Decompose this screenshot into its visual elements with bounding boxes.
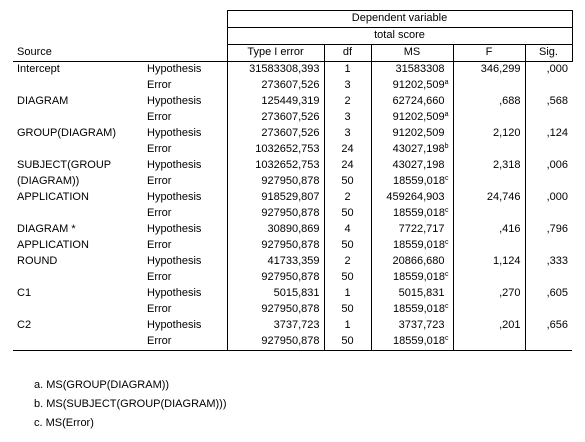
type-i-error-cell: 273607,526 bbox=[227, 78, 324, 94]
table-row bbox=[13, 142, 572, 158]
df-cell: 3 bbox=[324, 126, 371, 142]
df-cell: 2 bbox=[324, 190, 371, 206]
df-cell: 50 bbox=[324, 238, 371, 254]
sig-cell bbox=[525, 110, 572, 126]
sig-header: Sig. bbox=[525, 45, 572, 62]
source-cell: ROUND bbox=[17, 255, 58, 267]
ms-value: 18559,018 bbox=[393, 335, 445, 347]
table-row bbox=[13, 254, 572, 270]
df-cell: 50 bbox=[324, 174, 371, 190]
ms-value: 18559,018 bbox=[393, 303, 445, 315]
ms-cell bbox=[371, 334, 453, 351]
type-i-error-cell: 927950,878 bbox=[227, 206, 324, 222]
ms-cell bbox=[371, 318, 453, 334]
source-cell: APPLICATION bbox=[17, 191, 89, 203]
type-i-error-cell: 5015,831 bbox=[227, 286, 324, 302]
table-row bbox=[13, 334, 572, 351]
type-i-error-cell: 1032652,753 bbox=[227, 142, 324, 158]
ms-cell bbox=[371, 94, 453, 110]
header-blank-2 bbox=[13, 28, 227, 45]
ms-value: 91202,509 bbox=[392, 127, 445, 139]
table-row bbox=[13, 238, 572, 254]
ms-value: 62724,660 bbox=[392, 95, 445, 107]
table-row bbox=[13, 190, 572, 206]
f-cell bbox=[453, 110, 525, 126]
table-row bbox=[13, 174, 572, 190]
ms-footnote-marker: a bbox=[444, 111, 449, 118]
ms-cell bbox=[371, 110, 453, 126]
sig-cell: ,796 bbox=[546, 223, 568, 235]
ms-value: 18559,018 bbox=[393, 239, 445, 251]
f-cell bbox=[453, 238, 525, 254]
df-cell: 50 bbox=[324, 334, 371, 351]
type-cell: Error bbox=[143, 302, 227, 318]
ms-cell bbox=[371, 142, 453, 158]
f-cell bbox=[453, 78, 525, 94]
df-cell: 24 bbox=[324, 158, 371, 174]
f-cell bbox=[453, 302, 525, 318]
f-cell bbox=[453, 142, 525, 158]
ms-cell bbox=[371, 270, 453, 286]
type-cell: Error bbox=[143, 334, 227, 351]
type-i-error-cell: 30890,869 bbox=[227, 222, 324, 238]
ms-footnote-marker: c bbox=[445, 239, 449, 246]
ms-value: 18559,018 bbox=[393, 175, 445, 187]
df-cell: 2 bbox=[324, 94, 371, 110]
ms-value: 7722,717 bbox=[398, 223, 445, 235]
sig-cell: ,000 bbox=[546, 191, 568, 203]
ms-footnote-marker: b bbox=[444, 143, 449, 150]
type-cell: Hypothesis bbox=[143, 126, 227, 142]
source-cell bbox=[13, 110, 143, 126]
ms-cell bbox=[371, 254, 453, 270]
f-cell: ,201 bbox=[453, 318, 525, 334]
df-header: df bbox=[324, 45, 371, 62]
ms-footnote-marker: c bbox=[445, 335, 449, 342]
type-i-error-cell: 927950,878 bbox=[227, 238, 324, 254]
type-i-error-cell: 927950,878 bbox=[227, 174, 324, 190]
table-row bbox=[13, 62, 572, 79]
type-i-error-cell: 41733,359 bbox=[227, 254, 324, 270]
ms-cell bbox=[371, 222, 453, 238]
sig-cell bbox=[525, 302, 572, 318]
ms-cell bbox=[371, 62, 453, 79]
f-cell: 2,318 bbox=[453, 158, 525, 174]
table-row bbox=[13, 78, 572, 94]
source-cell: DIAGRAM * bbox=[17, 223, 76, 235]
type-i-error-cell: 31583308,393 bbox=[227, 62, 324, 79]
ms-footnote-marker: c bbox=[445, 207, 449, 214]
sig-cell: ,006 bbox=[546, 159, 568, 171]
sig-cell bbox=[525, 334, 572, 351]
type-cell: Error bbox=[143, 174, 227, 190]
type-i-error-cell: 3737,723 bbox=[227, 318, 324, 334]
f-cell: 346,299 bbox=[453, 62, 525, 79]
total-score-header: total score bbox=[227, 28, 572, 45]
sig-cell: ,000 bbox=[546, 63, 568, 75]
ms-cell bbox=[371, 286, 453, 302]
source-cell: C2 bbox=[17, 319, 32, 331]
sig-cell bbox=[525, 78, 572, 94]
f-cell: ,416 bbox=[453, 222, 525, 238]
table-row bbox=[13, 270, 572, 286]
type-cell: Hypothesis bbox=[143, 254, 227, 270]
type-cell: Hypothesis bbox=[143, 62, 227, 79]
ms-value: 91202,509 bbox=[392, 111, 445, 123]
type-cell: Error bbox=[143, 206, 227, 222]
type-i-error-cell: 927950,878 bbox=[227, 334, 324, 351]
sig-cell: ,124 bbox=[546, 127, 568, 139]
source-cell bbox=[13, 302, 143, 318]
ms-cell bbox=[371, 174, 453, 190]
table-row bbox=[13, 286, 572, 302]
ms-footnote-marker: c bbox=[445, 303, 449, 310]
df-cell: 50 bbox=[324, 302, 371, 318]
table-row bbox=[13, 302, 572, 318]
table-body bbox=[13, 62, 572, 351]
sig-cell bbox=[525, 142, 572, 158]
type-i-error-cell: 125449,319 bbox=[227, 94, 324, 110]
source-cell: SUBJECT(GROUP bbox=[17, 159, 112, 171]
anova-table-container bbox=[13, 10, 573, 351]
ms-cell bbox=[371, 126, 453, 142]
source-cell: GROUP(DIAGRAM) bbox=[17, 127, 116, 139]
ms-value: 43027,198 bbox=[392, 159, 445, 171]
f-cell: 1,124 bbox=[453, 254, 525, 270]
table-row bbox=[13, 222, 572, 238]
ms-cell bbox=[371, 206, 453, 222]
table-row bbox=[13, 158, 572, 174]
type-cell: Hypothesis bbox=[143, 318, 227, 334]
source-cell: DIAGRAM bbox=[17, 95, 69, 107]
df-cell: 1 bbox=[324, 62, 371, 79]
df-cell: 1 bbox=[324, 318, 371, 334]
sig-cell: ,605 bbox=[546, 287, 568, 299]
ms-cell bbox=[371, 238, 453, 254]
type-cell: Hypothesis bbox=[143, 286, 227, 302]
footnote-a: a. MS(GROUP(DIAGRAM)) bbox=[34, 379, 170, 391]
type-cell: Error bbox=[143, 270, 227, 286]
ms-cell bbox=[371, 302, 453, 318]
footnote-c: c. MS(Error) bbox=[34, 417, 94, 429]
f-cell: 2,120 bbox=[453, 126, 525, 142]
source-cell bbox=[13, 334, 143, 351]
type-cell: Error bbox=[143, 78, 227, 94]
type-cell: Hypothesis bbox=[143, 222, 227, 238]
ms-value: 5015,831 bbox=[398, 287, 445, 299]
f-cell bbox=[453, 174, 525, 190]
type-cell: Hypothesis bbox=[143, 94, 227, 110]
source-cell: C1 bbox=[17, 287, 32, 299]
type-cell: Hypothesis bbox=[143, 190, 227, 206]
f-cell bbox=[453, 206, 525, 222]
df-cell: 1 bbox=[324, 286, 371, 302]
f-cell bbox=[453, 334, 525, 351]
footnote-b: b. MS(SUBJECT(GROUP(DIAGRAM))) bbox=[34, 398, 227, 410]
table-row bbox=[13, 206, 572, 222]
df-cell: 2 bbox=[324, 254, 371, 270]
ms-value: 3737,723 bbox=[398, 319, 445, 331]
df-cell: 3 bbox=[324, 110, 371, 126]
ms-value: 18559,018 bbox=[393, 207, 445, 219]
type-i-error-cell: 927950,878 bbox=[227, 302, 324, 318]
type-i-error-cell: 273607,526 bbox=[227, 126, 324, 142]
source-cell: Intercept bbox=[17, 63, 60, 75]
ms-value: 20866,680 bbox=[392, 255, 445, 267]
type-i-error-cell: 918529,807 bbox=[227, 190, 324, 206]
type-cell: Error bbox=[143, 238, 227, 254]
source-cell bbox=[13, 270, 143, 286]
dependent-variable-header: Dependent variable bbox=[227, 11, 572, 28]
df-cell: 3 bbox=[324, 78, 371, 94]
table-row bbox=[13, 110, 572, 126]
ms-cell bbox=[371, 158, 453, 174]
sig-cell bbox=[525, 270, 572, 286]
source-cell bbox=[13, 206, 143, 222]
df-cell: 4 bbox=[324, 222, 371, 238]
source-cell: (DIAGRAM)) bbox=[17, 175, 80, 187]
ms-footnote-marker: c bbox=[445, 271, 449, 278]
source-cell bbox=[13, 78, 143, 94]
df-cell: 50 bbox=[324, 270, 371, 286]
ms-value: 43027,198 bbox=[392, 143, 445, 155]
ms-value: 91202,509 bbox=[392, 79, 445, 91]
ms-footnote-marker: a bbox=[444, 79, 449, 86]
type-i-error-header: Type I error bbox=[227, 45, 324, 62]
type-i-error-cell: 273607,526 bbox=[227, 110, 324, 126]
ms-cell bbox=[371, 78, 453, 94]
sig-cell: ,656 bbox=[546, 319, 568, 331]
anova-table bbox=[13, 10, 573, 351]
type-i-error-cell: 927950,878 bbox=[227, 270, 324, 286]
footnotes bbox=[34, 378, 227, 435]
type-cell: Error bbox=[143, 142, 227, 158]
ms-cell bbox=[371, 190, 453, 206]
source-cell bbox=[13, 142, 143, 158]
ms-header: MS bbox=[371, 45, 453, 62]
header-blank bbox=[13, 11, 227, 28]
source-cell: APPLICATION bbox=[17, 239, 89, 251]
ms-value: 18559,018 bbox=[393, 271, 445, 283]
sig-cell bbox=[525, 238, 572, 254]
df-cell: 24 bbox=[324, 142, 371, 158]
type-cell: Error bbox=[143, 110, 227, 126]
f-cell: 24,746 bbox=[453, 190, 525, 206]
sig-cell: ,568 bbox=[546, 95, 568, 107]
table-row bbox=[13, 318, 572, 334]
f-cell bbox=[453, 270, 525, 286]
table-row bbox=[13, 126, 572, 142]
ms-value: 31583308 bbox=[395, 63, 445, 75]
sig-cell bbox=[525, 174, 572, 190]
f-cell: ,270 bbox=[453, 286, 525, 302]
type-cell: Hypothesis bbox=[143, 158, 227, 174]
sig-cell bbox=[525, 206, 572, 222]
table-row bbox=[13, 94, 572, 110]
f-cell: ,688 bbox=[453, 94, 525, 110]
type-i-error-cell: 1032652,753 bbox=[227, 158, 324, 174]
ms-value: 459264,903 bbox=[386, 191, 445, 203]
ms-footnote-marker: c bbox=[445, 175, 449, 182]
f-header: F bbox=[453, 45, 525, 62]
df-cell: 50 bbox=[324, 206, 371, 222]
sig-cell: ,333 bbox=[546, 255, 568, 267]
source-header: Source bbox=[13, 45, 227, 62]
